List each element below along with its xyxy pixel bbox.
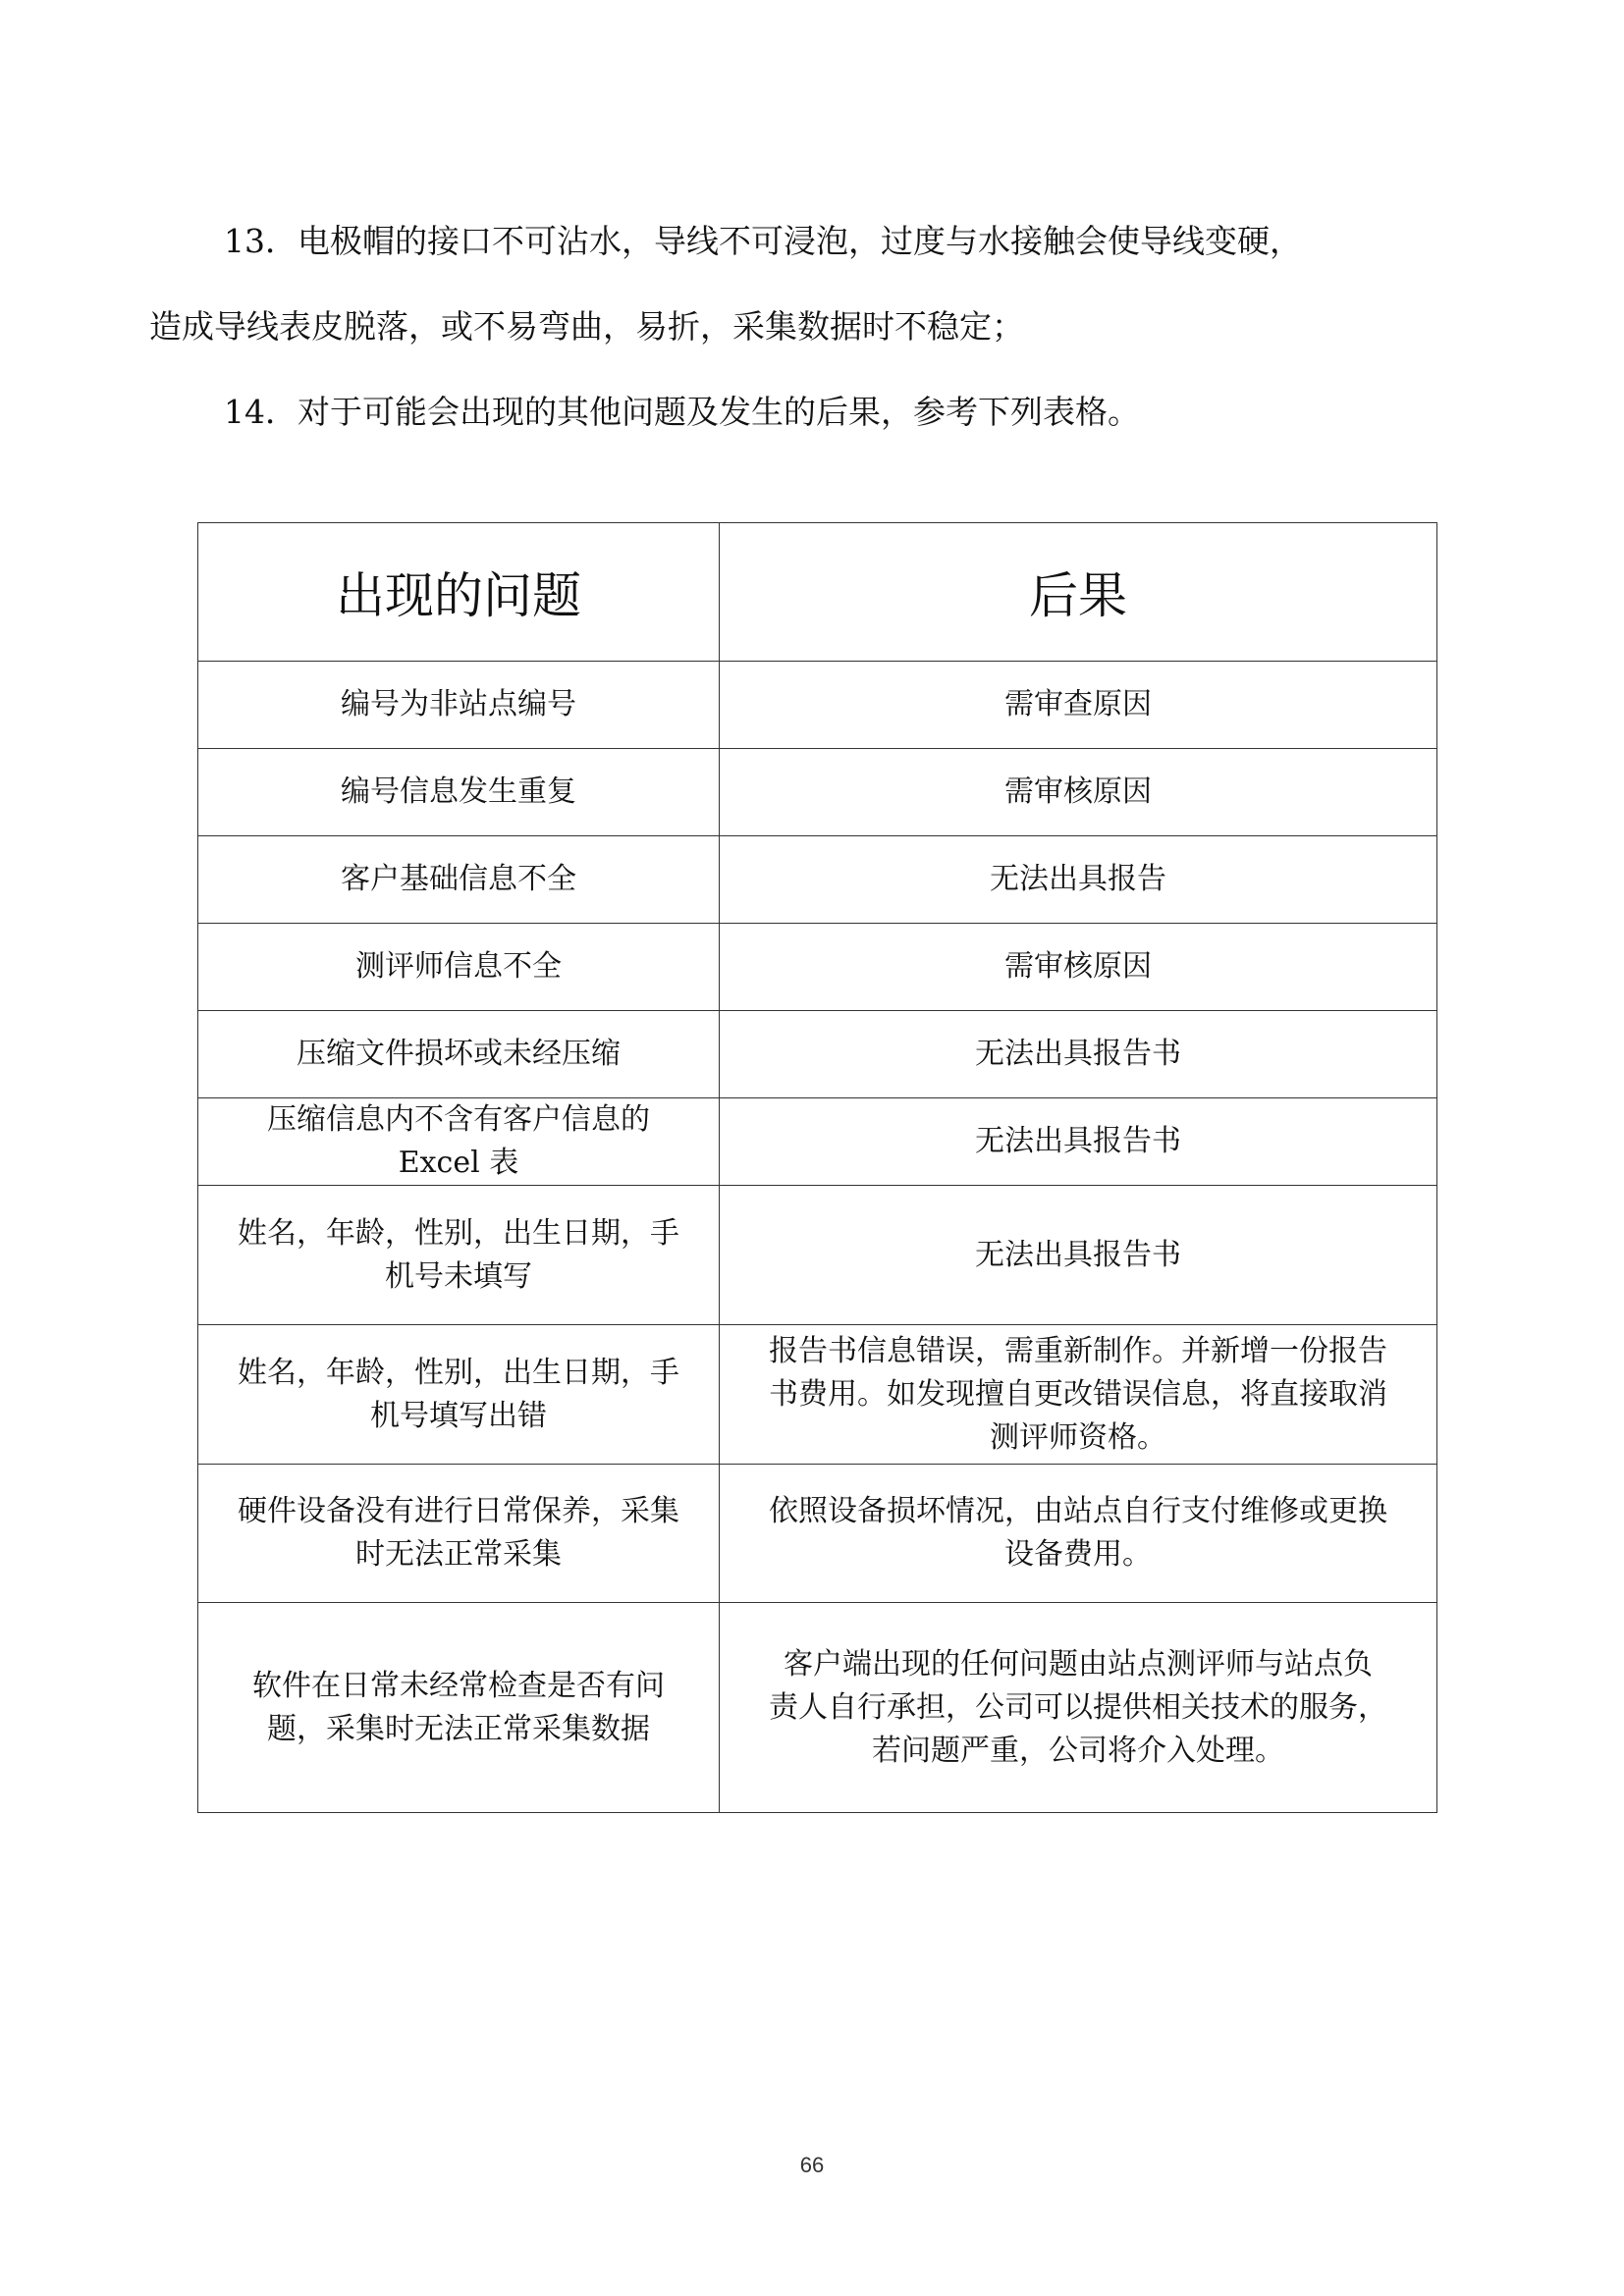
header-consequence: 后果 <box>720 523 1437 662</box>
consequence-cell: 无法出具报告书 <box>720 1186 1437 1325</box>
header-issue: 出现的问题 <box>198 523 720 662</box>
issue-cell <box>198 1603 720 1813</box>
table-row <box>198 1011 1437 1098</box>
issue-line: Excel 表 <box>398 1146 519 1180</box>
table-row <box>198 1603 1437 1813</box>
consequence-line: 责人自行承担，公司可以提供相关技术的服务， <box>769 1689 1387 1725</box>
issue-cell: 编号为非站点编号 <box>198 662 720 749</box>
issue-line: 软件在日常未经常检查是否有问 <box>252 1668 665 1703</box>
paragraph-item-14: 14．对于可能会出现的其他问题及发生的后果，参考下列表格。 <box>224 393 1140 431</box>
consequence-cell: 无法出具报告书 <box>720 1098 1437 1186</box>
table-row <box>198 1465 1437 1603</box>
consequence-line: 书费用。如发现擅自更改错误信息，将直接取消 <box>769 1376 1387 1412</box>
consequence-line: 若问题严重，公司将介入处理。 <box>872 1733 1284 1768</box>
consequence-line: 设备费用。 <box>1004 1537 1152 1572</box>
consequence-cell: 无法出具报告 <box>720 836 1437 924</box>
issue-line: 姓名，年龄，性别，出生日期，手 <box>238 1215 679 1251</box>
issue-line: 题，采集时无法正常采集数据 <box>267 1711 650 1746</box>
consequence-cell <box>720 1603 1437 1813</box>
consequence-line: 报告书信息错误，需重新制作。并新增一份报告 <box>769 1333 1387 1368</box>
table-row <box>198 1186 1437 1325</box>
consequence-cell <box>720 1465 1437 1603</box>
issue-cell <box>198 1098 720 1186</box>
issue-cell: 测评师信息不全 <box>198 924 720 1011</box>
issues-consequences-table <box>197 522 1437 1813</box>
consequence-cell <box>720 1325 1437 1465</box>
consequence-cell: 无法出具报告书 <box>720 1011 1437 1098</box>
issue-line: 姓名，年龄，性别，出生日期，手 <box>238 1355 679 1390</box>
consequence-line: 测评师资格。 <box>990 1419 1166 1455</box>
consequence-cell: 需审核原因 <box>720 749 1437 836</box>
table-row <box>198 1325 1437 1465</box>
issue-line: 机号未填写 <box>385 1258 532 1294</box>
paragraph-item-13-line-2: 造成导线表皮脱落，或不易弯曲，易折，采集数据时不稳定； <box>149 307 1024 346</box>
consequence-cell: 需审查原因 <box>720 662 1437 749</box>
issue-line: 压缩信息内不含有客户信息的 <box>267 1102 650 1137</box>
table-row <box>198 662 1437 749</box>
issue-cell <box>198 1465 720 1603</box>
issue-cell: 客户基础信息不全 <box>198 836 720 924</box>
consequence-cell: 需审核原因 <box>720 924 1437 1011</box>
issue-line: 硬件设备没有进行日常保养，采集 <box>238 1494 679 1528</box>
table-header-row <box>198 523 1437 662</box>
paragraph-item-13-line-1: 13．电极帽的接口不可沾水，导线不可浸泡，过度与水接触会使导线变硬， <box>224 222 1302 260</box>
table-row <box>198 1098 1437 1186</box>
issue-cell <box>198 1325 720 1465</box>
issue-line: 时无法正常采集 <box>355 1537 562 1572</box>
table-row <box>198 836 1437 924</box>
issue-line: 机号填写出错 <box>370 1398 547 1433</box>
table-row <box>198 924 1437 1011</box>
consequence-line: 客户端出现的任何问题由站点测评师与站点负 <box>784 1646 1373 1682</box>
table-row <box>198 749 1437 836</box>
issue-cell <box>198 1186 720 1325</box>
issue-cell: 编号信息发生重复 <box>198 749 720 836</box>
consequence-line: 依照设备损坏情况，由站点自行支付维修或更换 <box>769 1494 1387 1528</box>
issue-cell: 压缩文件损坏或未经压缩 <box>198 1011 720 1098</box>
page-number: 66 <box>799 2153 825 2177</box>
